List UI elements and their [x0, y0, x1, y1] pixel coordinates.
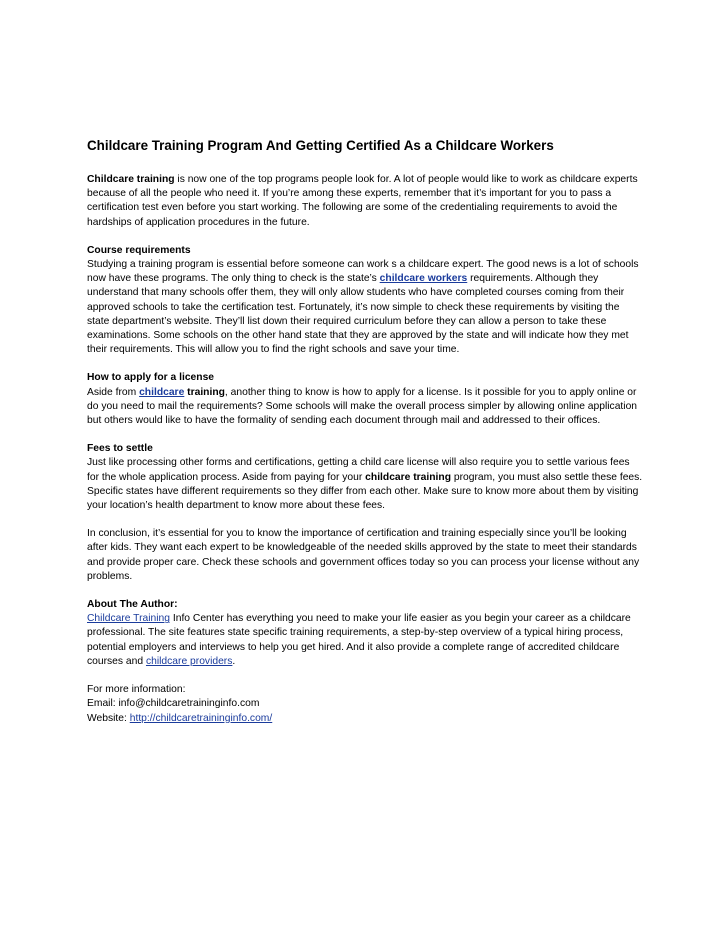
childcare-providers-link[interactable]: childcare providers — [145, 655, 233, 667]
author-text: Info Center has everything you need to make your life easier as you begin your career as a childcare professional. The site features state specific training requirements, a step-by-step overview of a typical hiring process, potential employers and interviews to help you get hired. And it also provide a complete range of accredited childcare courses and — [87, 613, 631, 667]
fees-heading: Fees to settle — [87, 443, 153, 455]
course-requirements-section — [87, 244, 643, 358]
childcare-workers-link[interactable]: childcare workers — [379, 273, 468, 285]
childcare-training-link[interactable]: Childcare Training — [87, 613, 170, 625]
apply-license-text-2: , another thing to know is how to apply for a license. Is it possible for you to apply online or do you need to mail the requirements? Some schools will make the overall process simpler by allowing online application but others would like to have the formality of sending each document through mail and addressed to their offices. — [87, 386, 638, 427]
website-link[interactable]: http://childcaretraininginfo.com/ — [129, 712, 273, 724]
website-label: Website: — [87, 712, 130, 724]
contact-section — [87, 683, 643, 726]
course-requirements-text-2: requirements. Although they understand that many schools offer them, they will only allow students who have completed courses coming from their approved schools to take the certification test. Fortunately, it’s now simple to check these requirements by visiting the state department’s website. They’ll list down their required curriculum before they can allow a person to take these examinations. Some schools on the other hand state that they are approved by the state and will indicate how they met their requirements. This will allow you to find the right schools and save your time. — [87, 273, 629, 356]
contact-intro: For more information: — [87, 684, 186, 696]
fees-text-2: program, you must also settle these fees. Specific states have different requirements so they differ from each other. Make sure to know more about them by visiting your location’s health department to know more about these fees. — [87, 471, 643, 512]
course-requirements-text-1: Studying a training program is essential before someone can work s a childcare expert. The good news is a lot of schools now have these programs. The only thing to check is the state’s — [87, 259, 639, 285]
author-end: . — [232, 655, 236, 667]
conclusion-paragraph: In conclusion, it’s essential for you to know the importance of certification and training especially since you’ll be looking after kids. They want each expert to be knowledgeable of the needed skills approved by the state to meet their standards and provide proper care. Check these schools and government offices today so you can process your license without any problems. — [87, 528, 640, 582]
apply-license-text-1: Aside from — [87, 386, 140, 398]
author-heading: About The Author: — [87, 599, 178, 611]
intro-text: is now one of the top programs people look for. A lot of people would like to work as childcare experts because of all the people who need it. If you’re among these experts, remember that it’s important for you to pass a certification test even before you start working. The following are some of the credentialing requirements to avoid the hardships of application procedures in the future. — [87, 174, 638, 228]
fees-text-1: Just like processing other forms and certifications, getting a child care license will also require you to settle various fees for the whole application process. Aside from paying for your — [87, 457, 630, 483]
childcare-link[interactable]: childcare — [139, 386, 185, 398]
contact-website — [87, 712, 643, 726]
article — [87, 137, 643, 740]
author-section — [87, 598, 643, 669]
intro-paragraph — [87, 173, 643, 230]
training-bold: training — [184, 386, 225, 398]
article-title: Childcare Training Program And Getting Certified As a Childcare Workers — [87, 138, 554, 153]
apply-license-section — [87, 371, 643, 428]
contact-email: Email: info@childcaretraininginfo.com — [87, 698, 260, 710]
course-requirements-heading: Course requirements — [87, 244, 191, 256]
childcare-training-bold: childcare training — [365, 471, 452, 483]
fees-section — [87, 442, 643, 513]
intro-lead-bold: Childcare training — [87, 174, 175, 185]
apply-license-heading: How to apply for a license — [87, 372, 215, 384]
